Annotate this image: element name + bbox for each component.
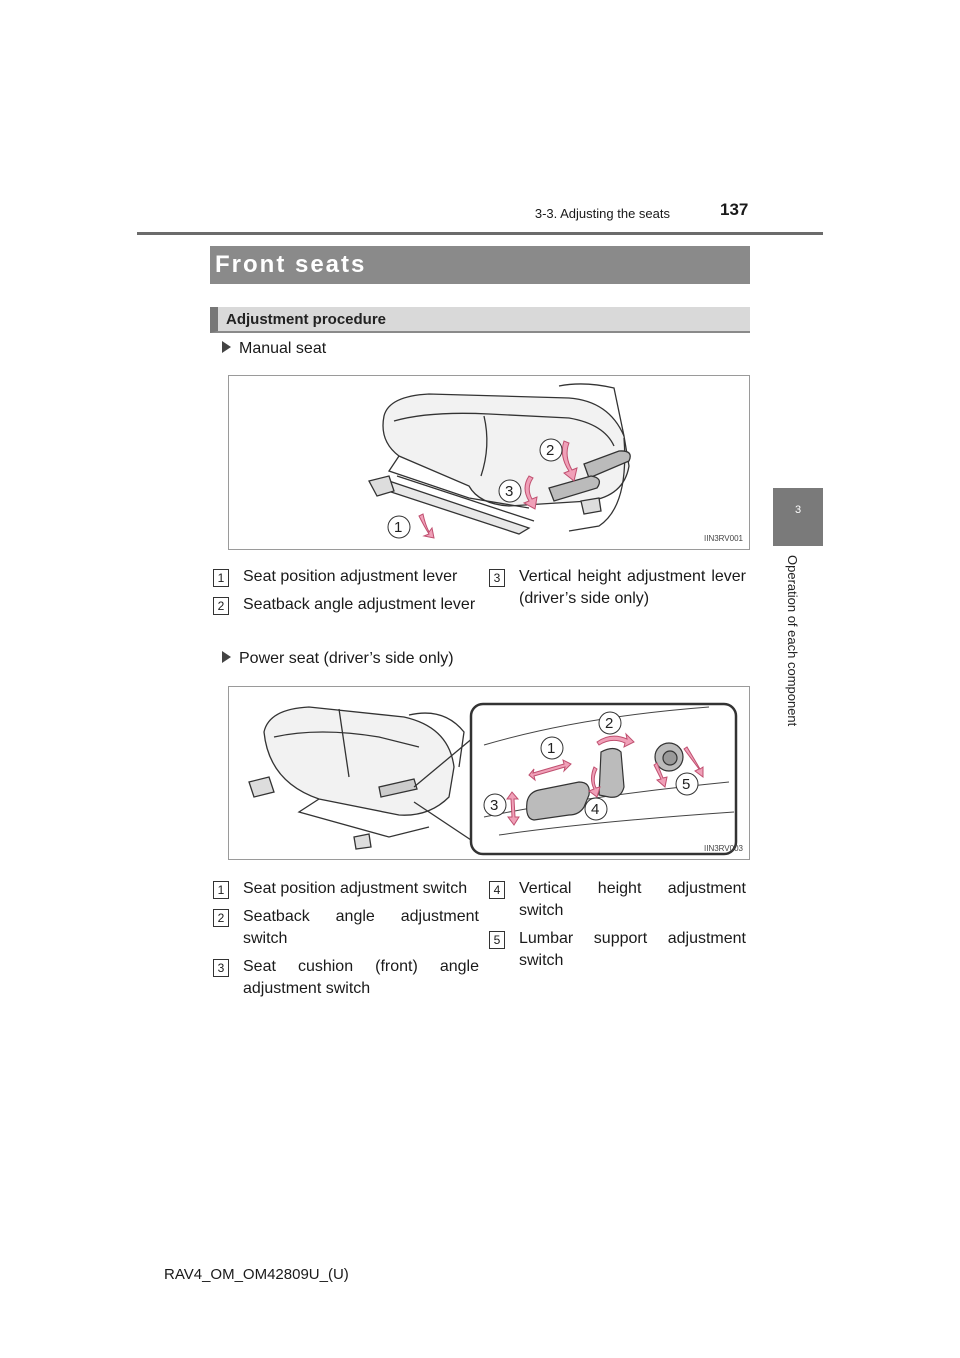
subtitle: Adjustment procedure [226,311,387,328]
item-number-badge: 5 [489,931,505,949]
manual-item-2-text: Seatback angle adjustment lever [243,596,476,613]
manual-seat-heading-text: Manual seat [239,340,327,357]
power-seat-heading [222,650,454,668]
item-number-badge: 2 [213,597,229,615]
chapter-label-text: Operation of each component [785,555,800,727]
manual-item-3-text: Vertical height adjustment lever (driver’s side only) [519,568,746,607]
header-rule [137,232,823,235]
item-number-badge: 1 [213,881,229,899]
svg-text:2: 2 [546,442,555,459]
manual-item-3 [489,569,746,613]
power-seat-heading-text: Power seat (driver’s side only) [239,650,454,667]
item-number-badge: 3 [489,569,505,587]
manual-seat-illustration [229,376,749,549]
item-number-badge: 4 [489,881,505,899]
power-item-5 [489,931,746,975]
chapter-number: 3 [794,504,802,516]
manual-item-2 [213,597,479,641]
triangle-bullet-icon [222,341,231,353]
figure-code: IIN3RV001 [704,534,743,543]
section-title: 3-3. Adjusting the seats [534,206,670,221]
power-item-3 [213,959,479,1003]
page-number: 137 [720,200,749,219]
svg-text:3: 3 [505,483,514,500]
chapter-label [786,555,800,745]
svg-text:2: 2 [605,715,614,732]
power-item-5-text: Lumbar support adjustment switch [519,930,746,969]
manual-item-1-text: Seat position adjustment lever [243,568,458,585]
power-item-2-text: Seatback angle adjustment switch [243,908,479,947]
chapter-tab [773,488,823,546]
power-item-2 [213,909,479,953]
item-number-badge: 2 [213,909,229,927]
power-item-1 [213,881,479,903]
page-title: Front seats [215,251,367,278]
subtitle-bar [210,307,750,333]
svg-text:5: 5 [682,776,691,793]
manual-seat-heading [222,340,326,358]
power-seat-illustration [229,687,749,859]
power-item-4 [489,881,746,925]
item-number-badge: 3 [213,959,229,977]
svg-text:1: 1 [394,519,403,536]
power-item-1-text: Seat position adjustment switch [243,880,468,897]
manual-seat-figure [228,375,750,550]
manual-item-1 [213,569,479,591]
svg-text:3: 3 [490,797,499,814]
power-seat-figure [228,686,750,860]
svg-text:1: 1 [547,740,556,757]
page-title-bar [210,246,750,284]
footer-code: RAV4_OM_OM42809U_(U) [164,1266,349,1283]
figure-code: IIN3RV003 [704,844,743,853]
power-item-4-text: Vertical height adjustment switch [519,880,746,919]
item-number-badge: 1 [213,569,229,587]
power-item-3-text: Seat cushion (front) angle adjustment switch [243,958,479,997]
svg-text:4: 4 [591,801,600,818]
triangle-bullet-icon [222,651,231,663]
